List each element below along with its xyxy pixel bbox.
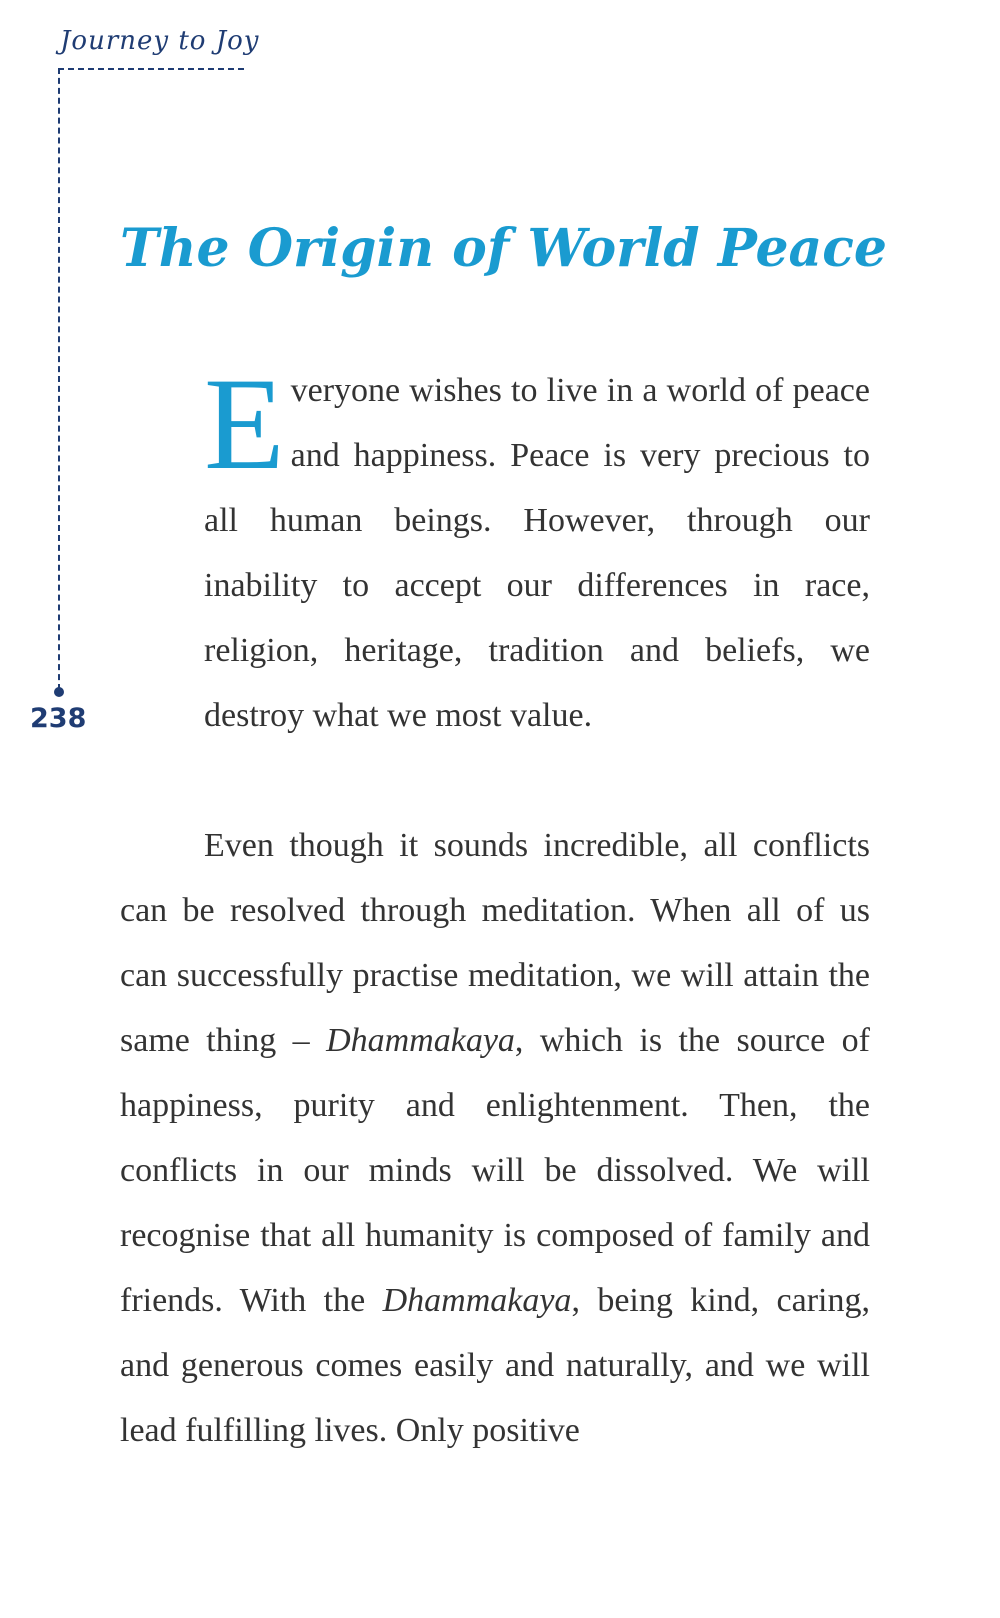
term-dhammakaya-1: Dhammakaya bbox=[326, 1022, 515, 1059]
drop-cap: E bbox=[204, 350, 285, 497]
paragraph-2-seg1: Even though it sounds incredible, all conflicts can be resolved through meditation. When all of us can successfully practise meditation, we will attain the same thing – bbox=[120, 827, 870, 1059]
running-head-title: Journey to Joy bbox=[60, 26, 260, 56]
page-number: 238 bbox=[30, 703, 87, 734]
paragraph-2-seg2: , which is the source of happiness, purity and enlightenment. Then, the conflicts in our minds will be dissolved. We will recognise that all humanity is composed of family and friends. With the bbox=[120, 1022, 870, 1319]
page-title: The Origin of World Peace bbox=[120, 218, 887, 279]
paragraph-2-seg3: , being kind, caring, and generous comes easily and naturally, and we will lead fulfilling lives. Only positive bbox=[120, 1282, 870, 1449]
guide-line-horizontal bbox=[58, 68, 244, 70]
paragraph-1-text: veryone wishes to live in a world of peace and happiness. Peace is very precious to all human beings. However, through our inability to accept our differences in race, religion, heritage, tradition and beliefs, we destroy what we most value. bbox=[204, 372, 870, 734]
paragraph-1 bbox=[120, 350, 870, 748]
guide-line-vertical bbox=[58, 68, 60, 690]
term-dhammakaya-2: Dhammakaya bbox=[382, 1282, 572, 1319]
guide-dot bbox=[54, 687, 64, 697]
paragraph-2 bbox=[120, 813, 870, 1463]
body-text bbox=[120, 350, 870, 1463]
